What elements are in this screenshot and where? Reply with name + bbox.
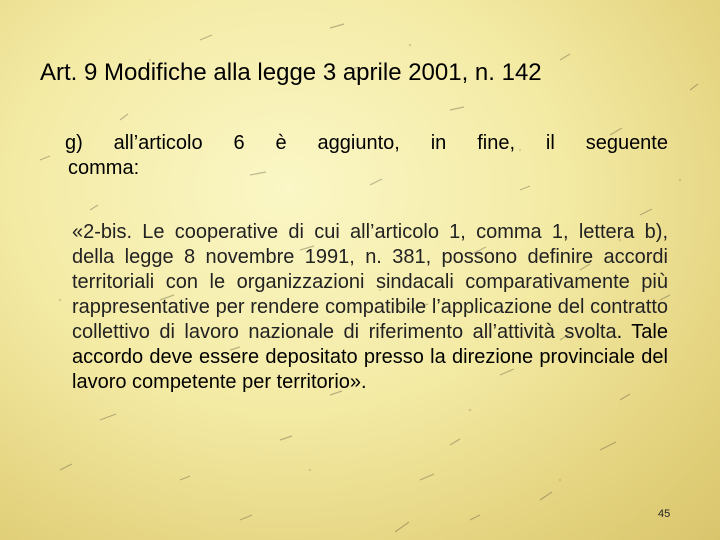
slide-title: Art. 9 Modifiche alla legge 3 aprile 2001, n. 142 xyxy=(40,59,542,86)
intro-lead-line: g) all’articolo 6 è aggiunto, in fine, il seguente xyxy=(65,132,668,154)
intro-continuation: comma: xyxy=(68,157,140,179)
page-number: 45 xyxy=(658,508,671,520)
quote-main-text: «2-bis. Le cooperative di cui all’articolo 1, comma 1, lettera b), della legge 8 novembre 1991, n. 381, possono definire accordi territoriali con le organizzazioni sindacali comparativamente più rappresentative per rendere compatibile l’applicazione del contratto collettivo di lavoro nazionale di riferimento all’attività svolta xyxy=(72,221,668,343)
intro-paragraph xyxy=(65,131,668,181)
quote-closing-text: . Tale accordo deve essere depositato presso la direzione provinciale del lavoro competente per territorio». xyxy=(72,321,668,393)
quoted-comma-paragraph xyxy=(72,220,668,395)
